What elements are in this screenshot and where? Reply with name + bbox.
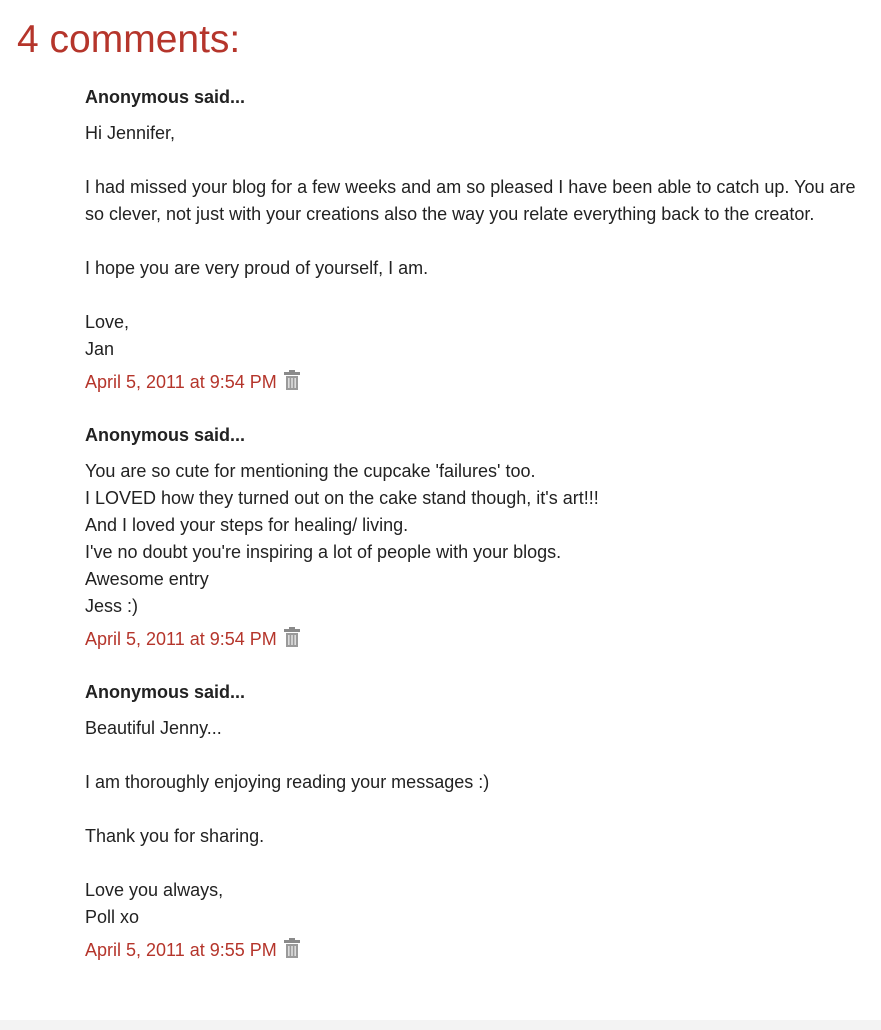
comments-heading: 4 comments: [17,18,241,61]
comment-timestamp-link[interactable]: April 5, 2011 at 9:54 PM [85,372,277,392]
comment-footer [85,371,865,393]
comment-footer [85,939,865,961]
comment-footer [85,628,865,650]
comment [85,679,865,961]
comment-body: You are so cute for mentioning the cupcake 'failures' too. I LOVED how they turned out on the cake stand though, it's art!!! And I loved your steps for healing/ living. I've no doubt you're inspiring a lot of people with your blogs. Awesome entry Jess :) [85,461,599,616]
comment-author: Anonymous said... [85,87,246,107]
comment-timestamp-link[interactable]: April 5, 2011 at 9:54 PM [85,629,277,649]
page-bottom-edge [0,1020,881,1030]
comment-author: Anonymous said... [85,682,246,702]
comment-timestamp-link[interactable]: April 5, 2011 at 9:55 PM [85,940,277,960]
comment [85,422,865,650]
trash-icon[interactable] [283,626,301,648]
comment-list [85,84,865,990]
comment-author: Anonymous said... [85,425,246,445]
trash-icon[interactable] [283,369,301,391]
comment-body: Hi Jennifer, I had missed your blog for a few weeks and am so pleased I have been able to catch up. You are so clever, not just with your creations also the way you relate everything back to the creator. I hope you are very proud of yourself, I am. Love, Jan [85,123,856,359]
comment-body: Beautiful Jenny... I am thoroughly enjoying reading your messages :) Thank you for sharing. Love you always, Poll xo [85,718,490,927]
trash-icon[interactable] [283,937,301,959]
comment [85,84,865,393]
